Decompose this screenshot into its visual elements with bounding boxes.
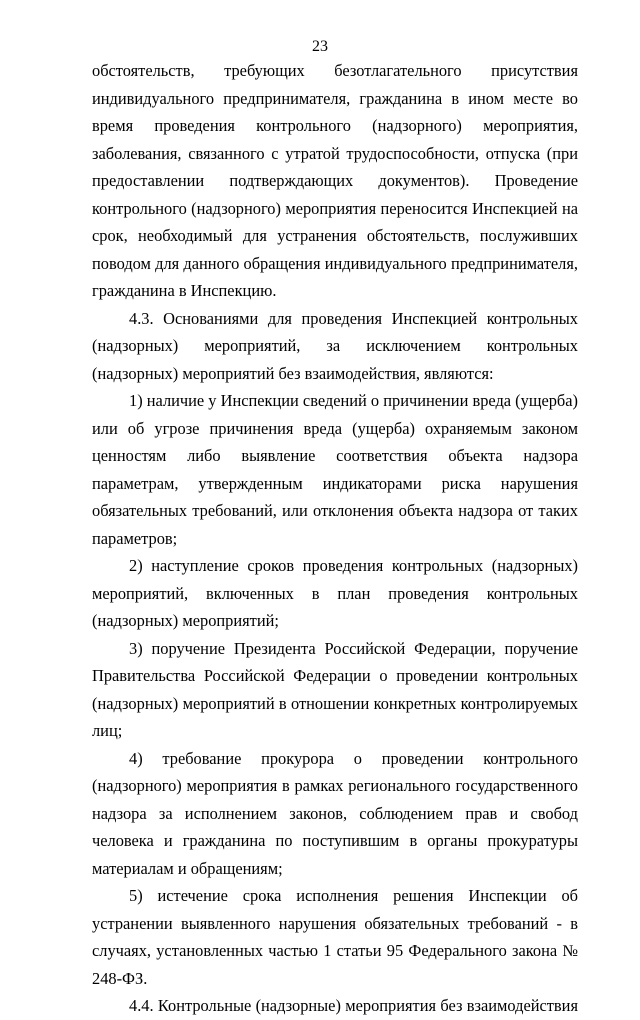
document-body <box>92 57 578 1020</box>
list-item-3: 3) поручение Президента Российской Федерации, поручение Правительства Российской Федерации о проведении контрольных (надзорных) мероприятий в отношении конкретных контролируемых лиц; <box>92 638 578 740</box>
list-item-2: 2) наступление сроков проведения контрольных (надзорных) мероприятий, включенных в план проведения контрольных (надзорных) мероприятий; <box>92 556 578 630</box>
list-item-1: 1) наличие у Инспекции сведений о причинении вреда (ущерба) или об угрозе причинения вреда (ущерба) охраняемым законом ценностям либо выявление соответствия объекта надзора параметрам, утвержденным индикаторами риска нарушения обязательных требований, или отклонения объекта надзора от таких параметров; <box>92 391 578 548</box>
list-item-4: 4) требование прокурора о проведении контрольного (надзорного) мероприятия в рамках регионального государственного надзора за исполнением законов, соблюдением прав и свобод человека и гражданина по поступившим в органы прокуратуры материалам и обращениям; <box>92 748 578 878</box>
paragraph-4-4: 4.4. Контрольные (надзорные) мероприятия без взаимодействия <box>129 996 578 1015</box>
page-number: 23 <box>312 38 328 55</box>
paragraph-4-3: 4.3. Основаниями для проведения Инспекцией контрольных (надзорных) мероприятий, за исключением контрольных (надзорных) мероприятий без взаимодействия, являются: <box>92 308 578 383</box>
paragraph-continuation: обстоятельств, требующих безотлагательного присутствия индивидуального предпринимателя, гражданина в ином месте во время проведения контрольного (надзорного) мероприятия, заболевания, связанного с утратой трудоспособности, отпуска (при предоставлении подтверждающих документов). Проведение контрольного (надзорного) мероприятия переносится Инспекцией на срок, необходимый для устранения обстоятельств, послуживших поводом для данного обращения индивидуального предпринимателя, гражданина в Инспекцию. <box>92 61 578 300</box>
list-item-5: 5) истечение срока исполнения решения Инспекции об устранении выявленного нарушения обязательных требований - в случаях, установленных частью 1 статьи 95 Федерального закона № 248-ФЗ. <box>92 886 578 988</box>
